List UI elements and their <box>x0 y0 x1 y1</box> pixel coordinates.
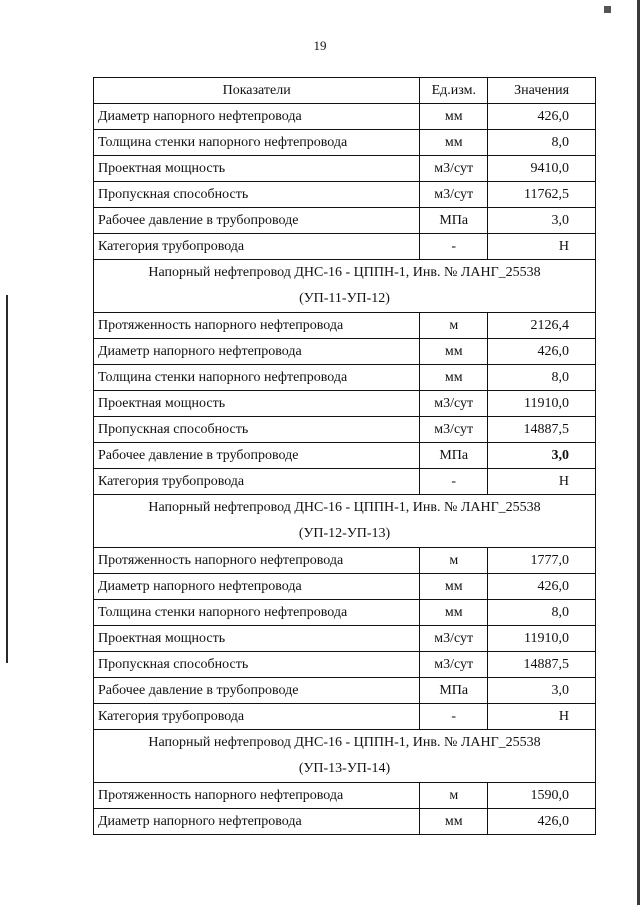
pipeline-section-title <box>94 730 596 783</box>
table-row <box>94 339 596 365</box>
parameter-unit: мм <box>420 809 488 834</box>
parameter-name: Рабочее давление в трубопроводе <box>94 208 420 233</box>
parameter-value: Н <box>488 234 596 259</box>
parameter-name: Категория трубопровода <box>94 704 420 729</box>
table-row <box>94 809 596 835</box>
header-value: Значения <box>488 78 596 103</box>
parameter-unit: м3/сут <box>420 391 488 416</box>
parameter-unit: м3/сут <box>420 182 488 207</box>
table-row <box>94 156 596 182</box>
parameter-name: Рабочее давление в трубопроводе <box>94 443 420 468</box>
parameter-value: 3,0 <box>488 443 596 468</box>
header-unit: Ед.изм. <box>420 78 488 103</box>
parameter-value: 3,0 <box>488 208 596 233</box>
table-body <box>94 104 596 835</box>
section-title-line: (УП-13-УП-14) <box>298 761 391 776</box>
parameter-unit: мм <box>420 365 488 390</box>
table-row <box>94 313 596 339</box>
table-row <box>94 574 596 600</box>
parameter-unit: м3/сут <box>420 417 488 442</box>
parameter-unit: МПа <box>420 208 488 233</box>
table-row <box>94 234 596 260</box>
table-row <box>94 704 596 730</box>
parameter-unit: - <box>420 234 488 259</box>
scan-artifact <box>604 6 611 13</box>
parameter-unit: м3/сут <box>420 626 488 651</box>
parameter-value: 2126,4 <box>488 313 596 338</box>
parameter-value: 8,0 <box>488 365 596 390</box>
parameter-name: Диаметр напорного нефтепровода <box>94 104 420 129</box>
parameter-name: Пропускная способность <box>94 652 420 677</box>
section-title-line: (УП-11-УП-12) <box>299 291 390 306</box>
parameter-unit: мм <box>420 600 488 625</box>
section-title-line: (УП-12-УП-13) <box>298 526 391 541</box>
parameter-name: Категория трубопровода <box>94 234 420 259</box>
parameters-table <box>93 77 596 835</box>
pipeline-section-title <box>94 495 596 548</box>
parameter-unit: - <box>420 704 488 729</box>
parameter-value: 11762,5 <box>488 182 596 207</box>
parameter-name: Протяженность напорного нефтепровода <box>94 783 420 808</box>
header-name: Показатели <box>94 78 420 103</box>
parameter-name: Диаметр напорного нефтепровода <box>94 809 420 834</box>
table-row <box>94 130 596 156</box>
table-row <box>94 182 596 208</box>
parameter-name: Проектная мощность <box>94 391 420 416</box>
parameter-name: Пропускная способность <box>94 417 420 442</box>
parameter-unit: МПа <box>420 443 488 468</box>
table-row <box>94 783 596 809</box>
parameter-unit: - <box>420 469 488 494</box>
parameter-name: Проектная мощность <box>94 156 420 181</box>
parameter-value: 426,0 <box>488 104 596 129</box>
parameter-value: 9410,0 <box>488 156 596 181</box>
parameter-value: 8,0 <box>488 130 596 155</box>
table-row <box>94 365 596 391</box>
parameter-unit: мм <box>420 574 488 599</box>
parameter-name: Протяженность напорного нефтепровода <box>94 548 420 573</box>
parameter-value: 3,0 <box>488 678 596 703</box>
parameter-name: Рабочее давление в трубопроводе <box>94 678 420 703</box>
parameter-value: 11910,0 <box>488 391 596 416</box>
table-row <box>94 417 596 443</box>
parameter-name: Протяженность напорного нефтепровода <box>94 313 420 338</box>
parameter-name: Толщина стенки напорного нефтепровода <box>94 130 420 155</box>
parameter-value: 8,0 <box>488 600 596 625</box>
parameter-unit: мм <box>420 130 488 155</box>
parameter-name: Диаметр напорного нефтепровода <box>94 339 420 364</box>
table-row <box>94 548 596 574</box>
table-row <box>94 626 596 652</box>
page-number: 19 <box>313 38 327 53</box>
parameter-value: 426,0 <box>488 809 596 834</box>
parameter-value: 1777,0 <box>488 548 596 573</box>
parameter-unit: мм <box>420 104 488 129</box>
table-row <box>94 600 596 626</box>
parameter-value: 426,0 <box>488 339 596 364</box>
parameter-name: Диаметр напорного нефтепровода <box>94 574 420 599</box>
table-row <box>94 652 596 678</box>
parameter-unit: мм <box>420 339 488 364</box>
table-header-row <box>94 78 596 104</box>
table-row <box>94 391 596 417</box>
parameter-unit: МПа <box>420 678 488 703</box>
table-row <box>94 469 596 495</box>
section-title-line: Напорный нефтепровод ДНС-16 - ЦППН-1, Инв. № ЛАНГ_25538 <box>148 265 541 280</box>
parameter-value: 1590,0 <box>488 783 596 808</box>
section-title-line: Напорный нефтепровод ДНС-16 - ЦППН-1, Инв. № ЛАНГ_25538 <box>148 735 541 750</box>
pipeline-section-title <box>94 260 596 313</box>
parameter-unit: м3/сут <box>420 652 488 677</box>
parameter-value: Н <box>488 704 596 729</box>
parameter-name: Категория трубопровода <box>94 469 420 494</box>
table-row <box>94 208 596 234</box>
parameter-unit: м <box>420 783 488 808</box>
section-title-line: Напорный нефтепровод ДНС-16 - ЦППН-1, Инв. № ЛАНГ_25538 <box>148 500 541 515</box>
parameter-name: Толщина стенки напорного нефтепровода <box>94 365 420 390</box>
parameter-value: 14887,5 <box>488 652 596 677</box>
parameter-unit: м <box>420 313 488 338</box>
scan-artifact <box>6 295 8 663</box>
parameter-unit: м3/сут <box>420 156 488 181</box>
parameter-unit: м <box>420 548 488 573</box>
table-row <box>94 104 596 130</box>
table-row <box>94 678 596 704</box>
parameter-value: 426,0 <box>488 574 596 599</box>
parameter-value: 11910,0 <box>488 626 596 651</box>
table-row <box>94 443 596 469</box>
parameter-name: Проектная мощность <box>94 626 420 651</box>
parameter-name: Пропускная способность <box>94 182 420 207</box>
parameter-value: Н <box>488 469 596 494</box>
parameter-value: 14887,5 <box>488 417 596 442</box>
parameter-name: Толщина стенки напорного нефтепровода <box>94 600 420 625</box>
